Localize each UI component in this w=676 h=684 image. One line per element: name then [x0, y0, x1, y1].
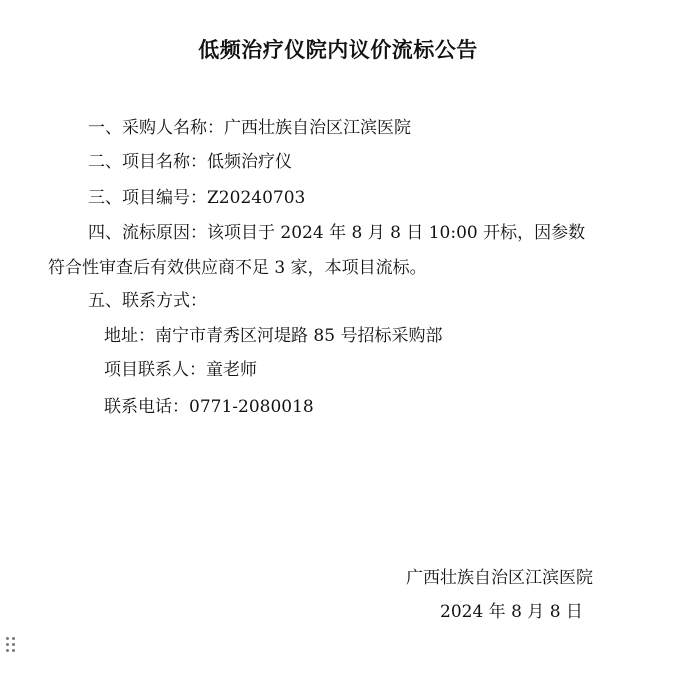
page-title: 低频治疗仪院内议价流标公告: [198, 38, 478, 62]
contact-person-line: 项目联系人：童老师: [104, 360, 257, 380]
project-number-line: 三、项目编号：Z20240703: [88, 188, 306, 208]
drag-handle-dot: [6, 643, 9, 646]
contact-heading: 五、联系方式：: [88, 291, 207, 311]
signature-organization: 广西壮族自治区江滨医院: [406, 568, 593, 588]
drag-handle-dot: [12, 643, 15, 646]
failure-reason-line-2: 符合性审查后有效供应商不足 3 家，本项目流标。: [48, 258, 427, 278]
signature-date: 2024 年 8 月 8 日: [440, 602, 583, 622]
failure-reason-line-1: 四、流标原因：该项目于 2024 年 8 月 8 日 10:00 开标，因参数: [88, 223, 586, 243]
phone-line: 联系电话：0771-2080018: [104, 397, 314, 417]
address-line: 地址：南宁市青秀区河堤路 85 号招标采购部: [104, 326, 443, 346]
drag-handle-dot: [6, 649, 9, 652]
purchaser-name-line: 一、采购人名称：广西壮族自治区江滨医院: [88, 118, 411, 138]
project-name-line: 二、项目名称：低频治疗仪: [88, 152, 292, 172]
drag-handle-dot: [6, 637, 9, 640]
drag-handle-dot: [12, 649, 15, 652]
drag-handle-icon[interactable]: [6, 637, 16, 653]
drag-handle-dot: [12, 637, 15, 640]
